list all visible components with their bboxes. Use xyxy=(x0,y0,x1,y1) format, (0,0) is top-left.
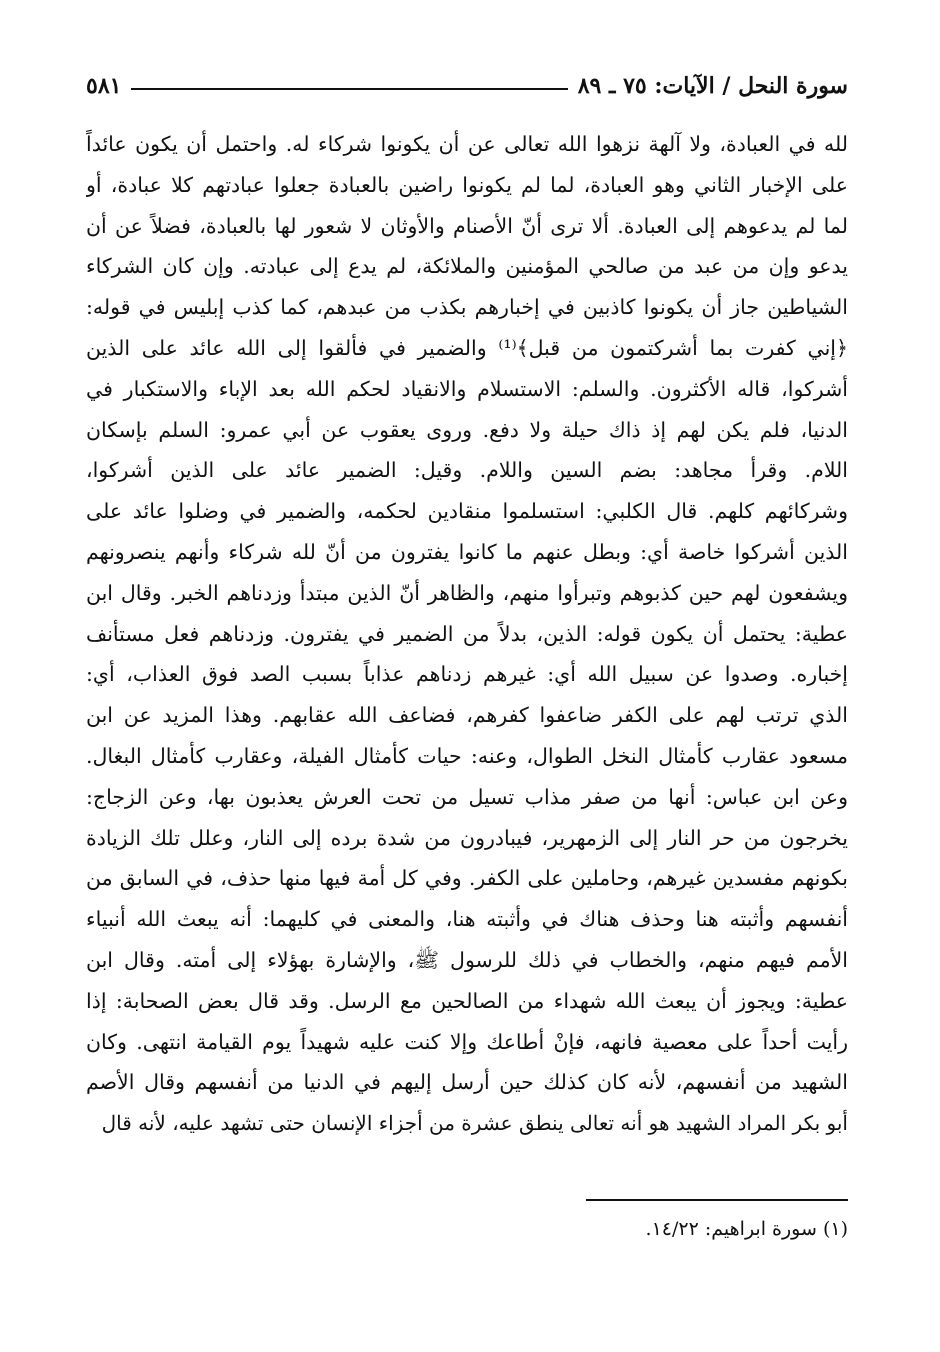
text-line: عطية: يحتمل أن يكون قوله: الذين، بدلاً من الضمير في يفترون. وزدناهم فعل مستأنف xyxy=(86,621,848,646)
text-line: أنفسهم وأثبته هنا وحذف هناك في وأثبته هنا، والمعنى في كليهما: أنه يبعث الله أنبياء xyxy=(86,907,848,932)
text-line: الشهيد من أنفسهم، لأنه كان كذلك حين أرسل إليهم في الدنيا من أنفسهم وقال الأصم xyxy=(86,1070,848,1095)
header-rule xyxy=(131,88,567,90)
body-text xyxy=(86,124,848,1144)
footnote-divider xyxy=(586,1199,848,1201)
footnote: (١) سورة ابراهيم: ١٤/٢٢. xyxy=(645,1218,848,1240)
text-line: لله في العبادة، ولا آلهة نزهوا الله تعالى عن أن يكونوا شركاء له. واحتمل أن يكون عائداً xyxy=(86,132,848,156)
page-header xyxy=(86,66,848,106)
text-line: الذي ترتب لهم على الكفر ضاعفوا كفرهم، فضاعف الله عقابهم. وهذا المزيد عن ابن xyxy=(86,703,848,728)
text-line: إخباره. وصدوا عن سبيل الله أي: غيرهم زدناهم عذاباً بسبب الصد فوق العذاب، أي: xyxy=(86,662,848,687)
text-line: بكونهم مفسدين غيرهم، وحاملين على الكفر. وفي كل أمة فيها منها حذف، في السابق من xyxy=(86,866,848,891)
text-line: مسعود عقارب كأمثال النخل الطوال، وعنه: حيات كأمثال الفيلة، وعقارب كأمثال البغال. xyxy=(86,743,848,768)
text-line: ﴿إني كفرت بما أشركتمون من قبل﴾⁽¹⁾ والضمير في فألقوا إلى الله عائد على الذين xyxy=(86,335,848,360)
text-line: عطية: ويجوز أن يبعث الله شهداء من الصالحين مع الرسل. وقد قال بعض الصحابة: إذا xyxy=(86,988,848,1013)
text-line: رأيت أحداً على معصية فانهه، فإنْ أطاعك وإلا كنت عليه شهيداً يوم القيامة انتهى. وكان xyxy=(86,1029,848,1054)
text-line: الأمم فيهم منهم، والخطاب في ذلك للرسول ﷺ، والإشارة بهؤلاء إلى أمته. وقال ابن xyxy=(86,947,848,972)
text-line: لما لم يدعوهم إلى العبادة. ألا ترى أنّ الأصنام والأوثان لا شعور لها بالعبادة، فضلاً عن أن xyxy=(86,213,848,238)
text-line: يخرجون من حر النار إلى الزمهرير، فيبادرون من شدة برده إلى النار، وعلل تلك الزيادة xyxy=(86,825,848,850)
text-line: الشياطين جاز أن يكونوا كاذبين في إخبارهم بكذب من عبدهم، كما كذب إبليس في قوله: xyxy=(86,295,848,320)
text-line: يدعو وإن من عبد من صالحي المؤمنين والملائكة، لم يدع إلى عبادته. وإن كان الشركاء xyxy=(86,254,848,279)
text-line: أبو بكر المراد الشهيد هو أنه تعالى ينطق عشرة من أجزاء الإنسان حتى تشهد عليه، لأنه قال xyxy=(101,1111,848,1136)
text-line: أشركوا، قاله الأكثرون. والسلم: الاستسلام والانقياد لحكم الله بعد الإباء والاستكبار في xyxy=(86,376,848,401)
text-line: على الإخبار الثاني وهو العبادة، لما لم يكونوا راضين بالعبادة جعلوا عبادتهم كلا عبادة، أو xyxy=(86,172,848,197)
text-line: وشركائهم كلهم. قال الكلبي: استسلموا منقادين لحكمه، والضمير في وضلوا عائد على xyxy=(86,499,848,524)
text-line: الدنيا، فلم يكن لهم إذ ذاك حيلة ولا دفع. وروى يعقوب عن أبي عمرو: السلم بإسكان xyxy=(86,417,848,442)
text-line: وعن ابن عباس: أنها من صفر مذاب تسيل من تحت العرش يعذبون بها، وعن الزجاج: xyxy=(86,784,848,809)
text-line: ويشفعون لهم حين كذبوهم وتبرأوا منهم، والظاهر أنّ الذين مبتدأ وزدناهم الخبر. وقال ابن xyxy=(86,580,848,605)
page-number: ٥٨١ xyxy=(86,73,122,99)
text-line: اللام. وقرأ مجاهد: بضم السين واللام. وقيل: الضمير عائد على الذين أشركوا، xyxy=(86,458,848,483)
running-title: سورة النحل / الآيات: ٧٥ ـ ٨٩ xyxy=(577,73,848,99)
text-line: الذين أشركوا خاصة أي: وبطل عنهم ما كانوا يفترون من أنّ لله شركاء وأنهم ينصرونهم xyxy=(86,539,848,564)
